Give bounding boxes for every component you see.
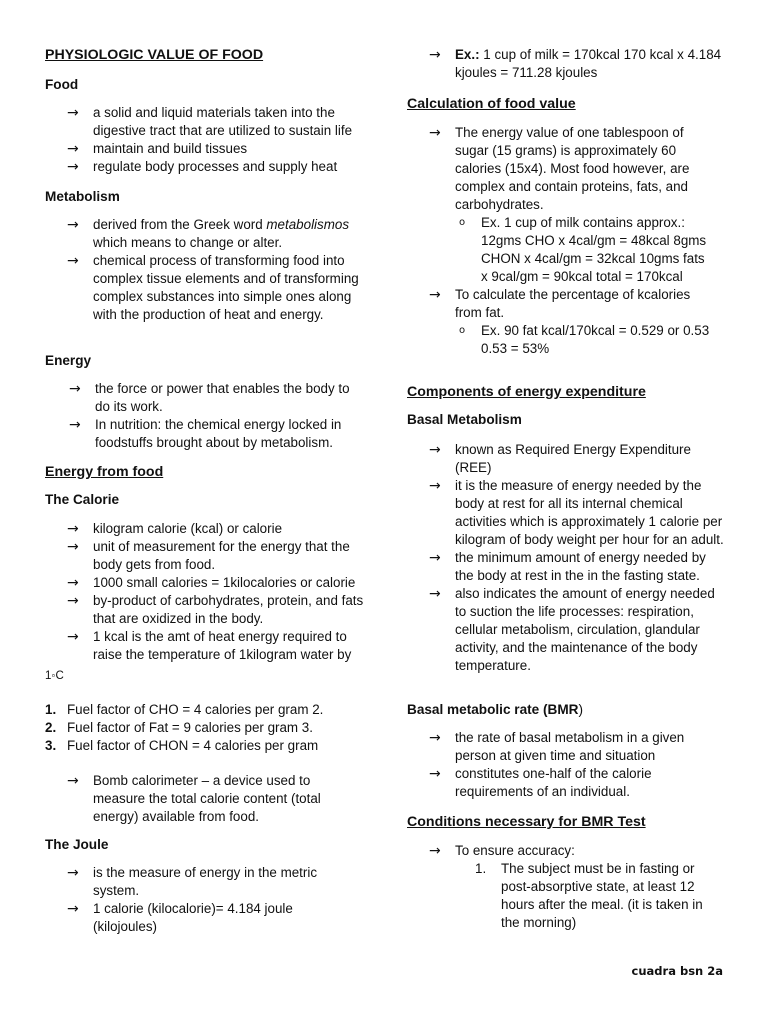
footer-signature: cuadra bsn 2a bbox=[631, 964, 723, 978]
list-item: → Bomb calorimeter – a device used to measure the total calorie content (total energy) available from food. bbox=[67, 772, 357, 826]
list-item: 2. Fuel factor of Fat = 9 calories per gram 3. bbox=[45, 720, 313, 735]
list-item: → also indicates the amount of energy needed to suction the life processes: respiration, cellular metabolism, circulation, glandular activity, and the maintenance of the body temperature. bbox=[429, 585, 725, 675]
list-item: → To calculate the percentage of kcalories from fat. o Ex. 90 fat kcal/170kcal = 0.529 or 0.53 0.53 = 53% bbox=[429, 286, 715, 358]
list-item: → maintain and build tissues bbox=[67, 140, 377, 158]
list-item: 3. Fuel factor of CHON = 4 calories per gram bbox=[45, 738, 319, 753]
page-title: PHYSIOLOGIC VALUE OF FOOD bbox=[45, 47, 264, 63]
energy-list bbox=[69, 380, 365, 452]
joule-list bbox=[67, 864, 357, 936]
components-heading: Components of energy expenditure bbox=[407, 384, 646, 400]
list-item: → kilogram calorie (kcal) or calorie bbox=[67, 520, 367, 538]
calc-heading: Calculation of food value bbox=[407, 96, 576, 112]
calorie-heading: The Calorie bbox=[45, 492, 120, 507]
list-item: o Ex. 90 fat kcal/170kcal = 0.529 or 0.53 0.53 = 53% bbox=[459, 322, 711, 358]
calorie-list bbox=[67, 520, 367, 664]
list-item: → the force or power that enables the body to do its work. bbox=[69, 380, 365, 416]
bmr-heading: Basal metabolic rate (BMR) bbox=[407, 702, 584, 717]
metabolism-heading: Metabolism bbox=[45, 189, 120, 204]
energy-heading: Energy bbox=[45, 353, 92, 368]
food-heading: Food bbox=[45, 77, 79, 92]
basal-heading: Basal Metabolism bbox=[407, 412, 522, 427]
fuel-factor-list bbox=[45, 701, 365, 755]
list-item: → is the measure of energy in the metric system. bbox=[67, 864, 357, 900]
milk-example bbox=[429, 46, 729, 82]
list-item: → To ensure accuracy: 1. The subject must be in fasting or post-absorptive state, at least 12 hours after the meal. (it is taken in the morning) bbox=[429, 842, 725, 932]
list-item: 1. Fuel factor of CHO = 4 calories per gram 2. bbox=[45, 702, 324, 717]
list-item: → constitutes one-half of the calorie requirements of an individual. bbox=[429, 765, 719, 801]
basal-list bbox=[429, 441, 725, 675]
list-item: → regulate body processes and supply heat bbox=[67, 158, 377, 176]
list-item: → chemical process of transforming food into complex tissue elements and of transforming complex substances into simple ones along with the production of heat and energy. bbox=[67, 252, 359, 324]
list-item: → a solid and liquid materials taken into the digestive tract that are utilized to sustain life bbox=[67, 104, 377, 140]
calc-list bbox=[429, 124, 715, 358]
list-item: → 1 kcal is the amt of heat energy required to raise the temperature of 1kilogram water by bbox=[67, 628, 367, 664]
list-item: → known as Required Energy Expenditure (REE) bbox=[429, 441, 725, 477]
calc-sublist bbox=[455, 214, 715, 286]
bomb-list bbox=[67, 772, 357, 826]
joule-heading: The Joule bbox=[45, 837, 109, 852]
bmr-test-numbered: 1. The subject must be in fasting or post-absorptive state, at least 12 hours after the meal. (it is taken in the morning) bbox=[475, 861, 703, 930]
list-item: → The energy value of one tablespoon of sugar (15 grams) is approximately 60 calories (15x4). Most food however, are complex and contain proteins, fats, and carbohydrates. o Ex. 1 cup of milk contains approx.: 12gms CHO x 4cal/gm = 48kcal 8gms CHON x 4cal/gm = 32kcal 10gms fats x 9cal/gm = 90kcal total = 170kcal bbox=[429, 124, 715, 286]
list-item: → it is the measure of energy needed by the body at rest for all its internal chemical activities which is approximately 1 calorie per kilogram of body weight per hour for an adult. bbox=[429, 477, 725, 549]
bmr-test-heading: Conditions necessary for BMR Test bbox=[407, 814, 646, 830]
list-item: → In nutrition: the chemical energy locked in foodstuffs brought about by metabolism. bbox=[69, 416, 365, 452]
degree-text: 1◦C bbox=[45, 670, 64, 682]
list-item: → Ex.: 1 cup of milk = 170kcal 170 kcal x 4.184 kjoules = 711.28 kjoules bbox=[429, 46, 729, 82]
list-item: → by-product of carbohydrates, protein, and fats that are oxidized in the body. bbox=[67, 592, 367, 628]
bmr-test-list bbox=[429, 842, 725, 932]
list-item: → the rate of basal metabolism in a given person at given time and situation bbox=[429, 729, 719, 765]
energy-from-food-heading: Energy from food bbox=[45, 464, 164, 480]
food-list bbox=[67, 104, 377, 176]
list-item: → derived from the Greek word metabolismos which means to change or alter. bbox=[67, 216, 359, 252]
list-item: → 1000 small calories = 1kilocalories or calorie bbox=[67, 574, 367, 592]
list-item: → the minimum amount of energy needed by the body at rest in the in the fasting state. bbox=[429, 549, 725, 585]
list-item: → 1 calorie (kilocalorie)= 4.184 joule (kilojoules) bbox=[67, 900, 357, 936]
bmr-list bbox=[429, 729, 719, 801]
list-item: o Ex. 1 cup of milk contains approx.: 12gms CHO x 4cal/gm = 48kcal 8gms CHON x 4cal/gm = 32kcal 10gms fats x 9cal/gm = 90kcal total = 170kcal bbox=[459, 214, 711, 286]
metabolism-list bbox=[67, 216, 359, 324]
list-item: → unit of measurement for the energy that the body gets from food. bbox=[67, 538, 367, 574]
calc-sublist bbox=[455, 322, 715, 358]
